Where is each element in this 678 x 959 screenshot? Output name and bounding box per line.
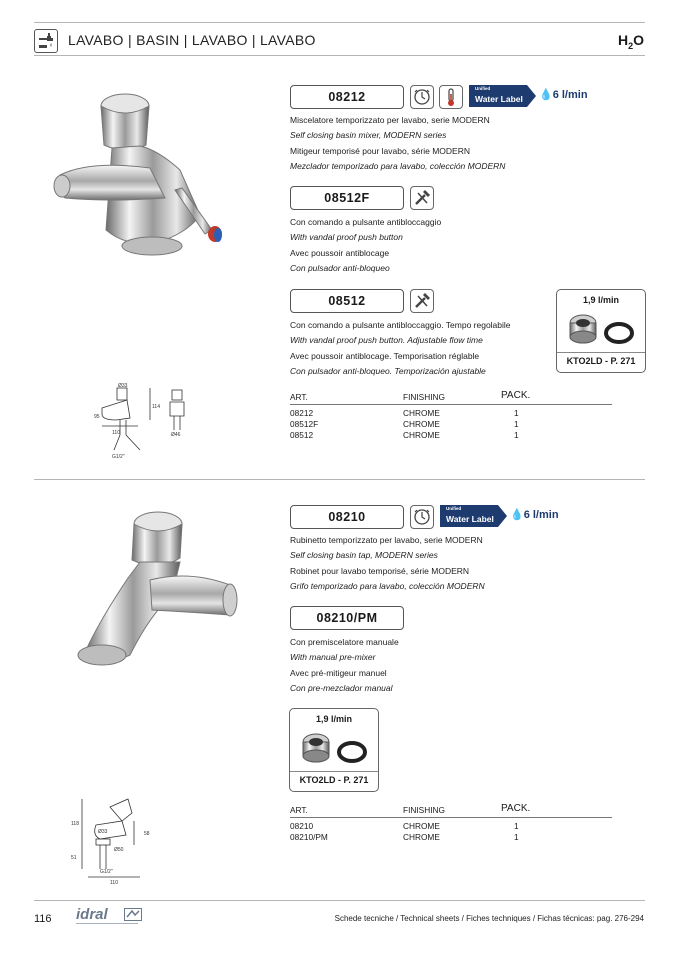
product-code-08512: 08512 <box>290 289 404 313</box>
desc-fr: Mitigeur temporisé pour lavabo, série MODERN <box>290 145 470 156</box>
product-description-08512 <box>290 318 511 380</box>
footer-rule <box>34 900 645 901</box>
col-pack: PACK. <box>501 803 531 814</box>
timer-icon <box>410 505 434 529</box>
water-label-badge <box>469 85 601 107</box>
article-table <box>290 392 612 442</box>
dim-label: Ø46 <box>171 432 181 438</box>
water-label-badge <box>440 505 572 527</box>
desc-it: Con comando a pulsante antibloccaggio. Tempo regolabile <box>290 320 511 330</box>
dim-label: 58 <box>144 831 150 837</box>
technical-drawing-08210 <box>70 795 160 887</box>
col-finishing: FINISHING <box>403 805 445 815</box>
tool-icon <box>410 186 434 210</box>
desc-en: With vandal proof push button. Adjustable flow time <box>290 335 483 346</box>
aerator-rate: 1,9 l/min <box>315 714 352 724</box>
product-code-08210-pm: 08210/PM <box>290 606 404 630</box>
table-cell: 08512F <box>290 419 319 429</box>
table-cell: 08512 <box>290 430 314 440</box>
dim-label: 118 <box>71 821 79 827</box>
desc-it: Con premiscelatore manuale <box>290 637 399 647</box>
brand-mark-icon <box>124 908 142 921</box>
water-label-rate: 💧6 l/min <box>539 89 588 101</box>
header-top-rule <box>34 22 645 23</box>
product-image-08212 <box>40 80 250 270</box>
aerator-image <box>565 309 637 349</box>
dim-label: G1/2" <box>112 454 125 460</box>
dim-label: 110 <box>110 880 118 886</box>
aerator-image <box>298 728 370 768</box>
desc-es: Grifo temporizado para lavabo, colección MODERN <box>290 581 485 592</box>
dim-label: Ø33 <box>98 829 108 835</box>
dim-label: G1/2" <box>100 869 113 875</box>
table-cell: 1 <box>514 408 519 418</box>
water-label-small: Unified <box>475 86 491 91</box>
table-cell: CHROME <box>403 419 440 429</box>
water-label-title: Water Label <box>446 514 494 524</box>
technical-drawing-08212 <box>90 380 200 462</box>
aerator-reference: KTO2LD - P. 271 <box>299 775 369 785</box>
page-number: 116 <box>34 913 52 925</box>
brand-logo <box>76 906 146 928</box>
col-art: ART. <box>290 392 308 402</box>
table-cell: CHROME <box>403 430 440 440</box>
water-drop-icon: 💧 <box>510 509 524 521</box>
page-title: LAVABO | BASIN | LAVABO | LAVABO <box>68 32 316 48</box>
table-cell: CHROME <box>403 821 440 831</box>
desc-en: Self closing basin mixer, MODERN series <box>290 130 447 141</box>
col-finishing: FINISHING <box>403 392 445 402</box>
product-description-08512f <box>290 215 441 277</box>
desc-es: Mezclador temporizado para lavabo, colección MODERN <box>290 161 506 172</box>
dim-label: 95 <box>94 414 100 420</box>
h2o-badge: $H_2O$ <box>617 32 644 51</box>
desc-it: Con comando a pulsante antibloccaggio <box>290 217 442 227</box>
table-cell: 08210/PM <box>290 832 328 842</box>
table-cell: CHROME <box>403 408 440 418</box>
water-drop-icon: 💧 <box>539 89 553 101</box>
header-bottom-rule <box>34 55 645 56</box>
desc-fr: Avec poussoir antiblocage. Temporisation réglable <box>290 350 480 361</box>
desc-fr: Robinet pour lavabo temporisé, série MODERN <box>290 565 470 576</box>
desc-fr: Avec pré-mitigeur manuel <box>290 667 387 678</box>
water-label-small: Unified <box>446 506 462 511</box>
technical-sheets-note: Schede tecniche / Technical sheets / Fiches techniques / Fichas técnicas: pag. 276-294 <box>334 914 644 923</box>
desc-en: With manual pre-mixer <box>290 652 376 663</box>
water-label-rate: 💧6 l/min <box>510 509 559 521</box>
desc-it: Miscelatore temporizzato per lavabo, serie MODERN <box>290 115 490 125</box>
product-description-08210 <box>290 533 485 595</box>
table-cell: 1 <box>514 821 519 831</box>
aerator-reference: KTO2LD - P. 271 <box>566 356 636 366</box>
dim-label: Ø33 <box>118 383 128 389</box>
desc-en: With vandal proof push button <box>290 232 403 243</box>
desc-es: Con pulsador anti-bloqueo. Temporización ajustable <box>290 366 486 377</box>
article-table <box>290 805 612 845</box>
aerator-box <box>556 289 646 373</box>
aerator-rate: 1,9 l/min <box>582 295 619 305</box>
table-cell: 08212 <box>290 408 314 418</box>
tool-icon <box>410 289 434 313</box>
table-cell: 1 <box>514 419 519 429</box>
col-pack: PACK. <box>501 390 531 401</box>
table-cell: 1 <box>514 430 519 440</box>
desc-fr: Avec poussoir antiblocage <box>290 247 390 258</box>
desc-it: Rubinetto temporizzato per lavabo, serie MODERN <box>290 535 483 545</box>
table-cell: CHROME <box>403 832 440 842</box>
dim-label: 51 <box>71 855 77 861</box>
dim-label: 114 <box>152 404 160 410</box>
thermometer-icon <box>439 85 463 109</box>
product-code-08512f: 08512F <box>290 186 404 210</box>
timer-icon <box>410 85 434 109</box>
desc-es: Con pulsador anti-bloqueo <box>290 263 390 274</box>
section-divider <box>34 479 645 480</box>
water-label-title: Water Label <box>475 94 523 104</box>
table-cell: 1 <box>514 832 519 842</box>
tap-icon <box>34 29 58 53</box>
col-art: ART. <box>290 805 308 815</box>
product-description-08212 <box>290 113 505 175</box>
desc-en: Self closing basin tap, MODERN series <box>290 550 438 561</box>
product-description-08210-pm <box>290 635 399 697</box>
dim-label: Ø50 <box>114 847 124 853</box>
dim-label: 110 <box>112 430 120 436</box>
desc-es: Con pre-mezclador manual <box>290 683 393 694</box>
aerator-box <box>289 708 379 792</box>
product-code-08212: 08212 <box>290 85 404 109</box>
product-image-08210 <box>40 500 250 675</box>
table-cell: 08210 <box>290 821 314 831</box>
product-code-08210: 08210 <box>290 505 404 529</box>
brand-name: idral <box>76 906 108 923</box>
